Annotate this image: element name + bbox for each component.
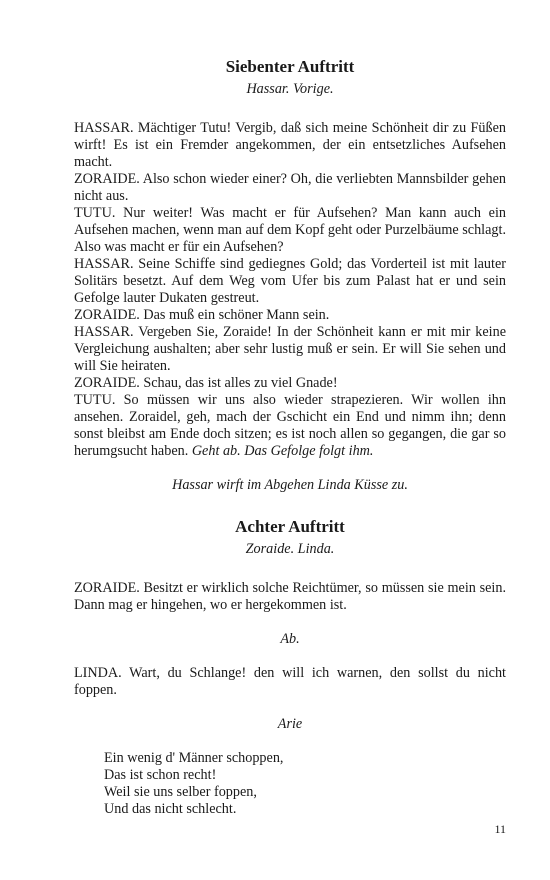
dialogue-line: ZORAIDE. Das muß ein schöner Mann sein. [74,307,330,323]
scene-characters: Hassar. Vorige. [246,81,334,97]
stage-direction: Ab. [280,631,300,647]
stage-direction: Hassar wirft im Abgehen Linda Küsse zu. [172,477,408,493]
scene-title: Siebenter Auftritt [225,57,355,76]
dialogue-text: TUTU. So müssen wir uns also wieder strapezieren. Wir wollen ihn ansehen. Zoraidel, geh, mach der Gschicht ein End und nimm ihn; denn sonst bleibst am Ende doch sitzen; es ist noch allen so gegangen, die gar so herumgsucht haben. [74,392,506,459]
dialogue-line: LINDA. Wart, du Schlange! den will ich warnen, den sollst du nicht foppen. [74,665,506,698]
scene-characters: Zoraide. Linda. [245,541,335,557]
dialogue-line: HASSAR. Mächtiger Tutu! Vergib, daß sich meine Schönheit dir zu Füßen wirft! Es ist ein Fremder angekommen, der ein entsetzliches Aufsehen macht. [74,120,506,170]
dialogue-line: HASSAR. Seine Schiffe sind gediegnes Gold; das Vorderteil ist mit lauter Solitärs besetzt. Auf dem Weg vom Ufer bis zum Palast hat er und sein Gefolge lauter Dukaten gestreut. [74,256,506,306]
book-page [74,56,506,818]
verse-line: Ein wenig d' Männer schoppen, [104,750,284,766]
dialogue-line: ZORAIDE. Besitzt er wirklich solche Reichtümer, so müssen sie mein sein. Dann mag er hingehen, wo er hergekommen ist. [74,580,506,613]
verse-line: Und das nicht schlecht. [104,801,237,817]
dialogue-line [74,392,506,460]
page-number: 11 [494,822,506,836]
verse-line: Das ist schon recht! [104,767,217,783]
scene-title: Achter Auftritt [235,517,345,536]
dialogue-line: HASSAR. Vergeben Sie, Zoraide! In der Schönheit kann er mit mir keine Vergleichung aushalten; aber sehr lustig muß er sein. Er will Sie sehen und will Sie heiraten. [74,324,506,374]
dialogue-line: ZORAIDE. Schau, das ist alles zu viel Gnade! [74,375,338,391]
dialogue-line: ZORAIDE. Also schon wieder einer? Oh, die verliebten Mannsbilder gehen nicht aus. [74,171,506,204]
arie-label: Arie [277,716,303,732]
dialogue-line: TUTU. Nur weiter! Was macht er für Aufsehen? Man kann auch ein Aufsehen machen, wenn man auf dem Kopf geht oder Purzelbäume schlagt. Also was macht er für ein Aufsehen? [74,205,506,255]
inline-stage-direction: Geht ab. Das Gefolge folgt ihm. [191,443,374,459]
song-verse [104,750,506,818]
verse-line: Weil sie uns selber foppen, [104,784,257,800]
